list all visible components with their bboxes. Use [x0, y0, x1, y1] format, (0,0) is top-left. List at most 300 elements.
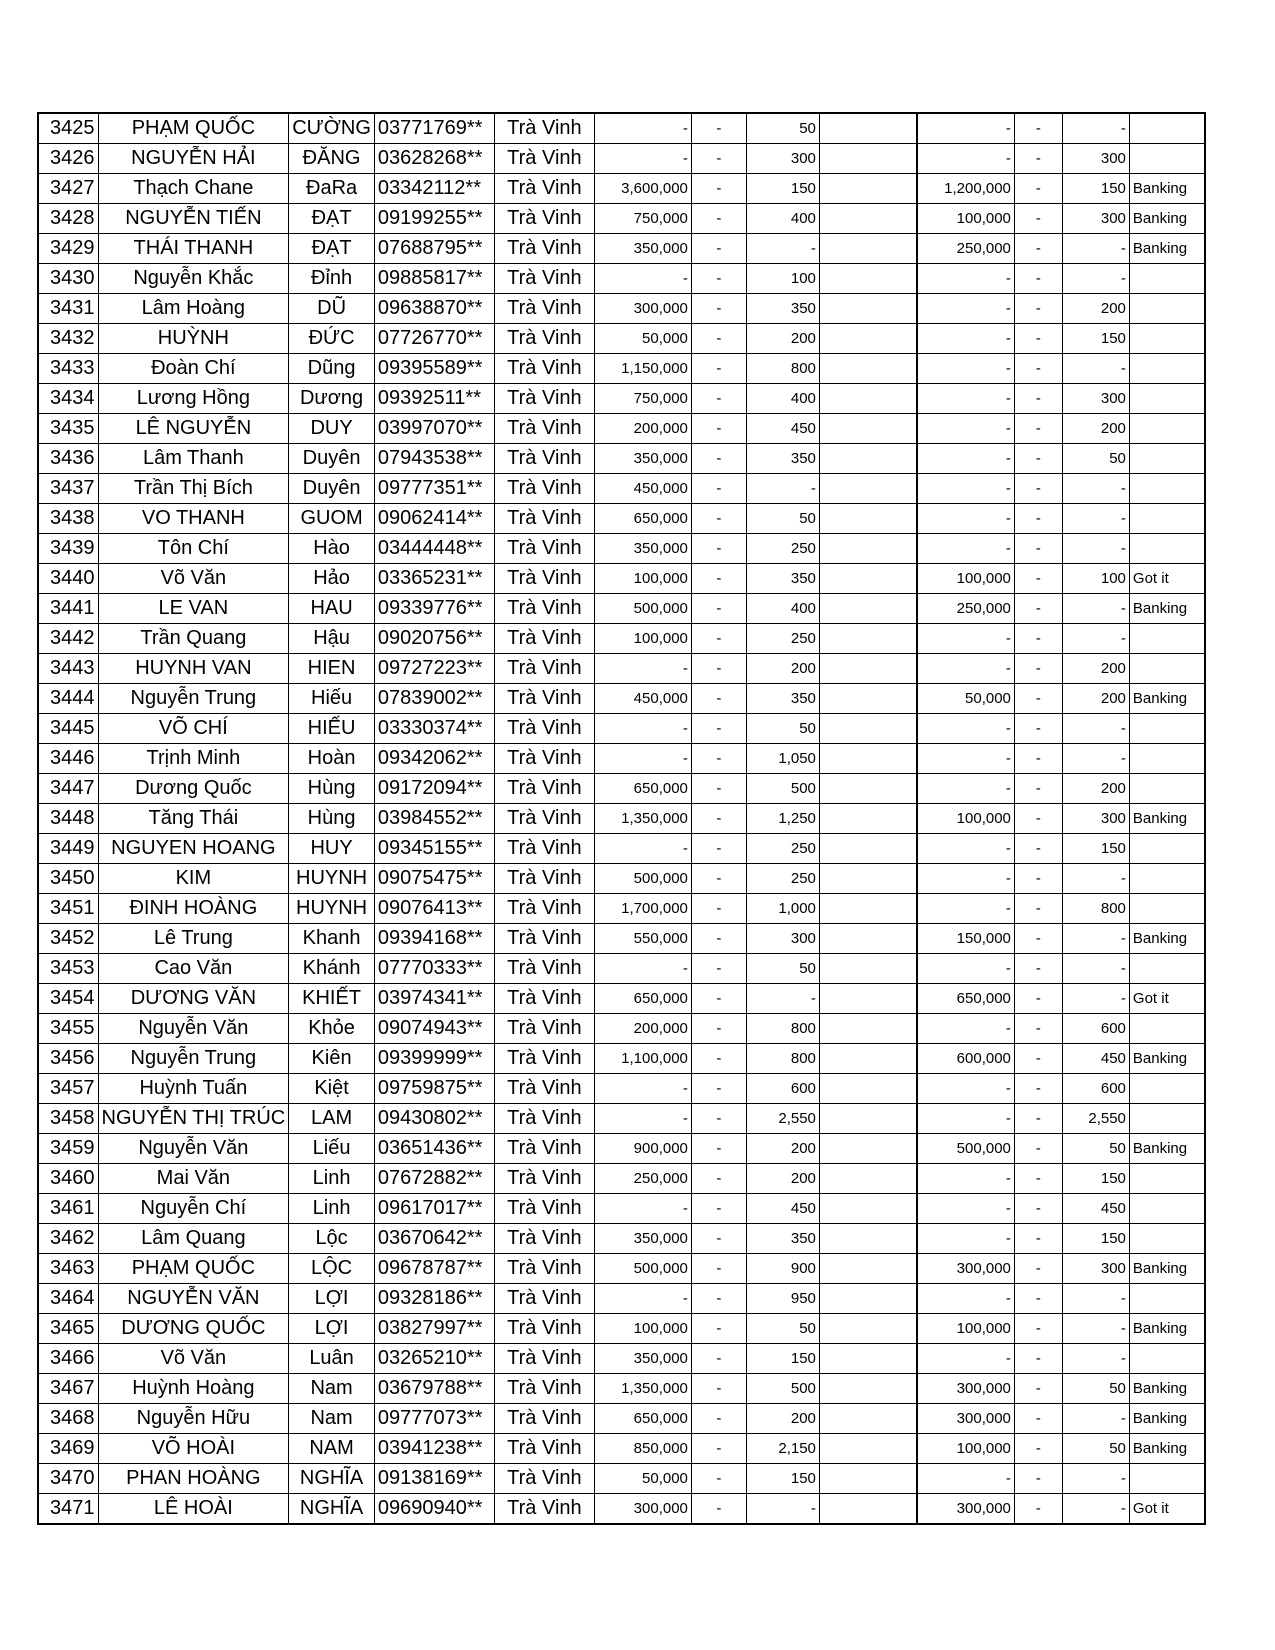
amount-cell: - [594, 264, 691, 294]
surname-cell: LE VAN [98, 594, 289, 624]
empty-cell [819, 1074, 917, 1104]
province-cell: Trà Vinh [494, 504, 594, 534]
dash-cell: - [691, 654, 746, 684]
paid-amount-cell: 300,000 [917, 1494, 1014, 1525]
surname-cell: Nguyễn Trung [98, 684, 289, 714]
dash-cell: - [691, 1464, 746, 1494]
dash-cell: - [691, 354, 746, 384]
row-id: 3454 [38, 984, 98, 1014]
surname-cell: NGUYỄN TIẾN [98, 204, 289, 234]
province-cell: Trà Vinh [494, 294, 594, 324]
table-row [38, 1074, 1205, 1104]
dash-cell: - [691, 834, 746, 864]
table-row [38, 714, 1205, 744]
dash-cell: - [691, 864, 746, 894]
amount-cell: - [594, 1104, 691, 1134]
amount-cell: - [594, 1074, 691, 1104]
amount-cell: 100,000 [594, 1314, 691, 1344]
dash-cell: - [691, 1374, 746, 1404]
table-row [38, 564, 1205, 594]
dash-cell: - [691, 234, 746, 264]
dash-cell-2: - [1014, 684, 1062, 714]
status-cell: Got it [1129, 1494, 1205, 1525]
paid-points-cell: 200 [1062, 684, 1129, 714]
paid-amount-cell: - [917, 744, 1014, 774]
phone-cell: 09328186** [374, 1284, 494, 1314]
paid-points-cell: 150 [1062, 324, 1129, 354]
table-row [38, 474, 1205, 504]
table-row [38, 1464, 1205, 1494]
table-row [38, 534, 1205, 564]
dash-cell: - [691, 684, 746, 714]
amount-cell: 1,100,000 [594, 1044, 691, 1074]
amount-cell: 900,000 [594, 1134, 691, 1164]
given-name-cell: NGHĨA [289, 1494, 375, 1525]
province-cell: Trà Vinh [494, 864, 594, 894]
dash-cell: - [691, 1434, 746, 1464]
dash-cell: - [691, 474, 746, 504]
phone-cell: 09395589** [374, 354, 494, 384]
province-cell: Trà Vinh [494, 624, 594, 654]
dash-cell: - [691, 894, 746, 924]
dash-cell: - [691, 294, 746, 324]
paid-amount-cell: - [917, 834, 1014, 864]
province-cell: Trà Vinh [494, 534, 594, 564]
row-id: 3430 [38, 264, 98, 294]
dash-cell-2: - [1014, 354, 1062, 384]
points-cell: 450 [746, 414, 819, 444]
points-cell: 1,050 [746, 744, 819, 774]
phone-cell: 03628268** [374, 144, 494, 174]
dash-cell: - [691, 1044, 746, 1074]
phone-cell: 09399999** [374, 1044, 494, 1074]
given-name-cell: GUOM [289, 504, 375, 534]
dash-cell-2: - [1014, 264, 1062, 294]
dash-cell-2: - [1014, 1164, 1062, 1194]
amount-cell: - [594, 144, 691, 174]
province-cell: Trà Vinh [494, 204, 594, 234]
given-name-cell: ĐaRa [289, 174, 375, 204]
status-cell [1129, 774, 1205, 804]
dash-cell-2: - [1014, 204, 1062, 234]
status-cell [1129, 1284, 1205, 1314]
row-id: 3460 [38, 1164, 98, 1194]
dash-cell-2: - [1014, 894, 1062, 924]
dash-cell-2: - [1014, 444, 1062, 474]
dash-cell: - [691, 1014, 746, 1044]
status-cell: Banking [1129, 174, 1205, 204]
surname-cell: Võ Văn [98, 1344, 289, 1374]
phone-cell: 09345155** [374, 834, 494, 864]
points-cell: 300 [746, 924, 819, 954]
surname-cell: Mai Văn [98, 1164, 289, 1194]
surname-cell: Huỳnh Hoàng [98, 1374, 289, 1404]
status-cell: Banking [1129, 594, 1205, 624]
status-cell [1129, 1014, 1205, 1044]
dash-cell-2: - [1014, 954, 1062, 984]
amount-cell: 100,000 [594, 564, 691, 594]
province-cell: Trà Vinh [494, 1404, 594, 1434]
table-row [38, 294, 1205, 324]
amount-cell: 650,000 [594, 504, 691, 534]
empty-cell [819, 654, 917, 684]
paid-points-cell: - [1062, 1464, 1129, 1494]
paid-points-cell: 50 [1062, 444, 1129, 474]
paid-amount-cell: - [917, 1344, 1014, 1374]
dash-cell: - [691, 444, 746, 474]
status-cell [1129, 864, 1205, 894]
dash-cell: - [691, 1344, 746, 1374]
dash-cell: - [691, 564, 746, 594]
paid-points-cell: 50 [1062, 1134, 1129, 1164]
dash-cell-2: - [1014, 1104, 1062, 1134]
phone-cell: 03974341** [374, 984, 494, 1014]
paid-points-cell: - [1062, 864, 1129, 894]
paid-points-cell: - [1062, 984, 1129, 1014]
row-id: 3464 [38, 1284, 98, 1314]
paid-points-cell: - [1062, 264, 1129, 294]
row-id: 3446 [38, 744, 98, 774]
paid-points-cell: 2,550 [1062, 1104, 1129, 1134]
phone-cell: 09678787** [374, 1254, 494, 1284]
paid-points-cell: - [1062, 1404, 1129, 1434]
phone-cell: 09690940** [374, 1494, 494, 1525]
phone-cell: 07943538** [374, 444, 494, 474]
given-name-cell: KHIẾT [289, 984, 375, 1014]
dash-cell: - [691, 1134, 746, 1164]
province-cell: Trà Vinh [494, 1284, 594, 1314]
province-cell: Trà Vinh [494, 264, 594, 294]
dash-cell: - [691, 744, 746, 774]
table-row [38, 1314, 1205, 1344]
status-cell [1129, 354, 1205, 384]
paid-points-cell: 100 [1062, 564, 1129, 594]
status-cell [1129, 1224, 1205, 1254]
dash-cell-2: - [1014, 504, 1062, 534]
given-name-cell: Khánh [289, 954, 375, 984]
table-row [38, 1134, 1205, 1164]
phone-cell: 03265210** [374, 1344, 494, 1374]
given-name-cell: Linh [289, 1194, 375, 1224]
paid-points-cell: - [1062, 924, 1129, 954]
amount-cell: 1,150,000 [594, 354, 691, 384]
status-cell: Got it [1129, 564, 1205, 594]
amount-cell: 650,000 [594, 1404, 691, 1434]
phone-cell: 09392511** [374, 384, 494, 414]
empty-cell [819, 534, 917, 564]
row-id: 3453 [38, 954, 98, 984]
given-name-cell: LỢI [289, 1314, 375, 1344]
row-id: 3458 [38, 1104, 98, 1134]
status-cell [1129, 324, 1205, 354]
status-cell [1129, 474, 1205, 504]
dash-cell-2: - [1014, 654, 1062, 684]
amount-cell: 450,000 [594, 684, 691, 714]
row-id: 3429 [38, 234, 98, 264]
paid-points-cell: 200 [1062, 654, 1129, 684]
status-cell: Banking [1129, 1314, 1205, 1344]
given-name-cell: Hào [289, 534, 375, 564]
amount-cell: 550,000 [594, 924, 691, 954]
given-name-cell: Hiếu [289, 684, 375, 714]
surname-cell: Thạch Chane [98, 174, 289, 204]
surname-cell: Nguyễn Chí [98, 1194, 289, 1224]
points-cell: 200 [746, 324, 819, 354]
given-name-cell: ĐẠT [289, 204, 375, 234]
province-cell: Trà Vinh [494, 1164, 594, 1194]
dash-cell-2: - [1014, 174, 1062, 204]
amount-cell: 350,000 [594, 1344, 691, 1374]
table-row [38, 1494, 1205, 1525]
points-cell: 50 [746, 504, 819, 534]
dash-cell-2: - [1014, 414, 1062, 444]
amount-cell: - [594, 113, 691, 144]
empty-cell [819, 1164, 917, 1194]
points-cell: 500 [746, 1374, 819, 1404]
points-cell: 50 [746, 1314, 819, 1344]
phone-cell: 09075475** [374, 864, 494, 894]
points-cell: 50 [746, 714, 819, 744]
paid-amount-cell: 150,000 [917, 924, 1014, 954]
points-cell: 250 [746, 834, 819, 864]
table-row [38, 1014, 1205, 1044]
province-cell: Trà Vinh [494, 174, 594, 204]
table-row [38, 234, 1205, 264]
amount-cell: 750,000 [594, 204, 691, 234]
paid-amount-cell: 300,000 [917, 1374, 1014, 1404]
row-id: 3434 [38, 384, 98, 414]
surname-cell: NGUYỄN THỊ TRÚC [98, 1104, 289, 1134]
paid-points-cell: 150 [1062, 174, 1129, 204]
paid-points-cell: - [1062, 113, 1129, 144]
paid-points-cell: 450 [1062, 1044, 1129, 1074]
points-cell: 400 [746, 204, 819, 234]
paid-amount-cell: - [917, 1014, 1014, 1044]
empty-cell [819, 1224, 917, 1254]
empty-cell [819, 174, 917, 204]
given-name-cell: HUY [289, 834, 375, 864]
empty-cell [819, 684, 917, 714]
given-name-cell: Hậu [289, 624, 375, 654]
status-cell [1129, 264, 1205, 294]
empty-cell [819, 1044, 917, 1074]
paid-amount-cell: - [917, 534, 1014, 564]
status-cell [1129, 294, 1205, 324]
phone-cell: 03651436** [374, 1134, 494, 1164]
status-cell [1129, 624, 1205, 654]
row-id: 3448 [38, 804, 98, 834]
points-cell: 800 [746, 354, 819, 384]
surname-cell: Trịnh Minh [98, 744, 289, 774]
province-cell: Trà Vinh [494, 444, 594, 474]
points-cell: 800 [746, 1044, 819, 1074]
paid-amount-cell: - [917, 324, 1014, 354]
empty-cell [819, 204, 917, 234]
province-cell: Trà Vinh [494, 684, 594, 714]
phone-cell: 03342112** [374, 174, 494, 204]
paid-amount-cell: 250,000 [917, 594, 1014, 624]
paid-amount-cell: - [917, 864, 1014, 894]
row-id: 3445 [38, 714, 98, 744]
surname-cell: NGUYỄN VĂN [98, 1284, 289, 1314]
status-cell: Got it [1129, 984, 1205, 1014]
dash-cell: - [691, 504, 746, 534]
amount-cell: 3,600,000 [594, 174, 691, 204]
status-cell [1129, 1164, 1205, 1194]
paid-amount-cell: 650,000 [917, 984, 1014, 1014]
province-cell: Trà Vinh [494, 234, 594, 264]
province-cell: Trà Vinh [494, 744, 594, 774]
province-cell: Trà Vinh [494, 474, 594, 504]
row-id: 3457 [38, 1074, 98, 1104]
status-cell [1129, 1074, 1205, 1104]
surname-cell: HUỲNH [98, 324, 289, 354]
dash-cell-2: - [1014, 1494, 1062, 1525]
surname-cell: Lâm Hoàng [98, 294, 289, 324]
surname-cell: Nguyễn Văn [98, 1014, 289, 1044]
status-cell [1129, 384, 1205, 414]
phone-cell: 09138169** [374, 1464, 494, 1494]
province-cell: Trà Vinh [494, 564, 594, 594]
dash-cell-2: - [1014, 1254, 1062, 1284]
dash-cell-2: - [1014, 294, 1062, 324]
row-id: 3466 [38, 1344, 98, 1374]
points-cell: 150 [746, 1344, 819, 1374]
paid-amount-cell: 500,000 [917, 1134, 1014, 1164]
phone-cell: 09062414** [374, 504, 494, 534]
amount-cell: 100,000 [594, 624, 691, 654]
points-cell: 2,150 [746, 1434, 819, 1464]
amount-cell: 500,000 [594, 1254, 691, 1284]
phone-cell: 07839002** [374, 684, 494, 714]
empty-cell [819, 1104, 917, 1134]
table-row [38, 984, 1205, 1014]
paid-points-cell: 200 [1062, 294, 1129, 324]
row-id: 3436 [38, 444, 98, 474]
paid-points-cell: - [1062, 744, 1129, 774]
province-cell: Trà Vinh [494, 113, 594, 144]
phone-cell: 09076413** [374, 894, 494, 924]
province-cell: Trà Vinh [494, 1314, 594, 1344]
phone-cell: 03330374** [374, 714, 494, 744]
phone-cell: 07770333** [374, 954, 494, 984]
points-cell: 250 [746, 624, 819, 654]
amount-cell: 250,000 [594, 1164, 691, 1194]
status-cell [1129, 504, 1205, 534]
province-cell: Trà Vinh [494, 924, 594, 954]
amount-cell: - [594, 834, 691, 864]
row-id: 3427 [38, 174, 98, 204]
surname-cell: Lâm Quang [98, 1224, 289, 1254]
amount-cell: - [594, 1194, 691, 1224]
points-cell: 350 [746, 294, 819, 324]
empty-cell [819, 324, 917, 354]
given-name-cell: Khỏe [289, 1014, 375, 1044]
amount-cell: 850,000 [594, 1434, 691, 1464]
surname-cell: Huỳnh Tuấn [98, 1074, 289, 1104]
surname-cell: Võ Văn [98, 564, 289, 594]
table-row [38, 1254, 1205, 1284]
amount-cell: 350,000 [594, 1224, 691, 1254]
province-cell: Trà Vinh [494, 1464, 594, 1494]
dash-cell: - [691, 264, 746, 294]
paid-points-cell: 50 [1062, 1434, 1129, 1464]
paid-points-cell: 450 [1062, 1194, 1129, 1224]
row-id: 3451 [38, 894, 98, 924]
province-cell: Trà Vinh [494, 834, 594, 864]
paid-points-cell: 300 [1062, 384, 1129, 414]
empty-cell [819, 1464, 917, 1494]
table-row [38, 834, 1205, 864]
status-cell [1129, 744, 1205, 774]
phone-cell: 09885817** [374, 264, 494, 294]
dash-cell: - [691, 324, 746, 354]
empty-cell [819, 564, 917, 594]
table-row [38, 1044, 1205, 1074]
empty-cell [819, 894, 917, 924]
paid-amount-cell: - [917, 654, 1014, 684]
paid-amount-cell: - [917, 264, 1014, 294]
row-id: 3428 [38, 204, 98, 234]
surname-cell: Trần Thị Bích [98, 474, 289, 504]
points-cell: - [746, 984, 819, 1014]
dash-cell: - [691, 924, 746, 954]
table-row [38, 624, 1205, 654]
paid-amount-cell: 100,000 [917, 804, 1014, 834]
dash-cell-2: - [1014, 624, 1062, 654]
points-cell: 400 [746, 594, 819, 624]
row-id: 3433 [38, 354, 98, 384]
points-cell: 900 [746, 1254, 819, 1284]
province-cell: Trà Vinh [494, 384, 594, 414]
table-row [38, 144, 1205, 174]
province-cell: Trà Vinh [494, 594, 594, 624]
row-id: 3449 [38, 834, 98, 864]
amount-cell: 500,000 [594, 594, 691, 624]
paid-points-cell: 150 [1062, 834, 1129, 864]
province-cell: Trà Vinh [494, 1134, 594, 1164]
empty-cell [819, 1314, 917, 1344]
dash-cell-2: - [1014, 1314, 1062, 1344]
given-name-cell: LAM [289, 1104, 375, 1134]
table-row [38, 684, 1205, 714]
surname-cell: Nguyễn Khắc [98, 264, 289, 294]
surname-cell: Nguyễn Hữu [98, 1404, 289, 1434]
table-row [38, 1104, 1205, 1134]
table-row [38, 1224, 1205, 1254]
province-cell: Trà Vinh [494, 1194, 594, 1224]
row-id: 3432 [38, 324, 98, 354]
dash-cell-2: - [1014, 1434, 1062, 1464]
given-name-cell: Hùng [289, 774, 375, 804]
dash-cell: - [691, 1404, 746, 1434]
given-name-cell: HUYNH [289, 894, 375, 924]
paid-amount-cell: - [917, 1194, 1014, 1224]
dash-cell: - [691, 414, 746, 444]
table-row [38, 954, 1205, 984]
paid-points-cell: - [1062, 1284, 1129, 1314]
empty-cell [819, 1494, 917, 1525]
row-id: 3425 [38, 113, 98, 144]
dash-cell-2: - [1014, 1194, 1062, 1224]
dash-cell-2: - [1014, 1374, 1062, 1404]
phone-cell: 03771769** [374, 113, 494, 144]
given-name-cell: Nam [289, 1374, 375, 1404]
points-cell: 450 [746, 1194, 819, 1224]
empty-cell [819, 414, 917, 444]
empty-cell [819, 234, 917, 264]
data-table [37, 112, 1206, 1525]
